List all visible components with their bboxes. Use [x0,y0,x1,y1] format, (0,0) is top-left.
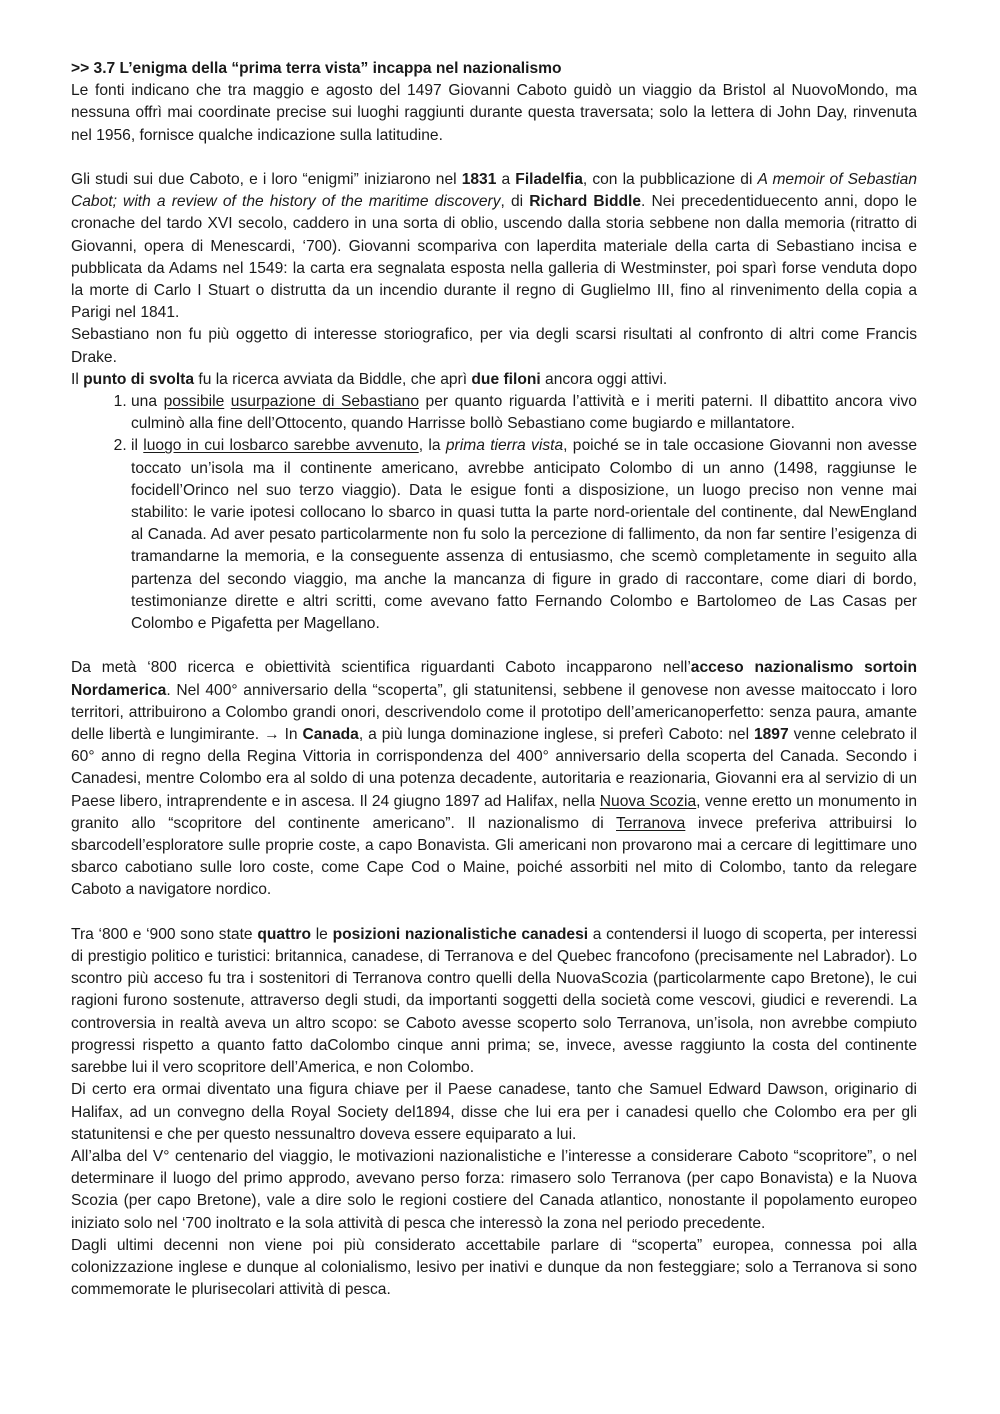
italic-text: prima tierra vista [445,437,564,455]
list-item: 2. il luogo in cui losbarco sarebbe avvenuto, la prima tierra vista, poiché se in tale occasione Giovanni non avesse toccato un’isola ma il continente americano, avrebbe anticipato Colombo di un anno (1498, raggiunse le focidell’Orinco nel suo terzo viaggio). Data le esigue fonti a disposizione, un luogo preciso non venne mai stabilito: le varie ipotesi collocano lo sbarco in quasi tutta la parte nord-orientale del continente, dal NewEngland al Canada. Ad aver pesato particolarmente non fu solo la percezione di fallimento, da non far sentire l’esigenza di tramandarne la memoria, e la conseguente assenza di entusiasmo, che scemò completamente in seguito alla partenza del secondo viaggio, ma anche la mancanza di figure in grado di raccontare, come diari di bordo, testimonianze dirette e altri scritti, come avevano fatto Fernando Colombo e Bartolomeo de Las Casas per Colombo e Pigafetta per Magellano. [131,435,917,635]
bold-year-1897: 1897 [753,726,789,744]
underlined-text: possibile [163,393,225,411]
bold-filadelfia: Filadelfia [515,171,583,188]
list-item: 1. una possibile usurpazione di Sebastiano per quanto riguarda l’attività e i meriti paterni. Il dibattito ancora vivo culminò alla fine dell’Ottocento, quando Harrisse bollò Sebastiano come bugiardo e millantatore. [131,391,917,435]
paragraph-studies: Gli studi sui due Caboto, e i loro “enigmi” iniziarono nel 1831 a Filadelfia, con la pubblicazione di A memoir of Sebastian Cabot; with a review of the history of the maritime discovery, di Richard Biddle. Nei precedentiduecento anni, dopo le cronache del tardo XVI secolo, caddero in una sorta di oblio, uscendo dalla storia sebbene non dalla memoria (ritratto di Giovanni, opera di Menescardi, ‘700). Giovanni scompariva con laperdita materiale della carta di Sebastiano incisa e pubblicata da Adams nel 1549: la carta era segnalata esposta nella galleria di Westminster, poi sparì forse venduta dopo la morte di Carlo I Stuart o distrutta da un incendio durante il regno di Guglielmo III, fino al rinvenimento della copia a Parigi nel 1841. [71,171,917,322]
bold-quattro: quattro [257,925,312,943]
paragraph-dawson: Di certo era ormai diventato una figura chiave per il Paese canadese, tanto che Samuel Edward Dawson, originario di Halifax, ad un convegno della Royal Society del1894, disse che lui era per i canadesi quello che Colombo era per gli statunitensi e che per questo nessunaltro doveva essere equiparato a lui. [71,1081,917,1143]
bold-richard-biddle: Richard Biddle [529,193,642,211]
bold-due-filoni: due filoni [471,370,541,388]
paragraph-sources: Le fonti indicano che tra maggio e agosto del 1497 Giovanni Caboto guidò un viaggio da Bristol al NuovoMondo, ma nessuna offrì mai coordinate precise sui luoghi raggiunti durante questa traversata; solo la lettera di John Day, rinvenuta nel 1956, fornisce qualche indicazione sulla latitudine. [71,82,917,144]
paragraph-nationalism: Da metà ‘800 ricerca e obiettività scientifica riguardanti Caboto incapparono nell’acceso nazionalismo sortoin Nordamerica. Nel 400° anniversario della “scoperta”, gli statunitensi, sebbene il genovese non avesse maitoccato i loro territori, attribuirono a Colombo grandi onori, descrivendolo come il prototipo dell’americanoperfetto: senza paura, amante delle libertà e lungimirante. → In Canada, a più lunga dominazione inglese, si preferì Caboto: nel 1897 venne celebrato il 60° anno di regno della Regina Vittoria in corrispondenza del 400° anniversario della scoperta del Canada. Secondo i Canadesi, mentre Colombo era al soldo di una potenza decadente, autoritaria e reazionaria, Giovanni era al servizio di un Paese libero, intraprendente e in ascesa. Il 24 giugno 1897 ad Halifax, nella Nuova Scozia, venne eretto un monumento in granito allo “scopritore del continente americano”. Il nazionalismo di Terranova invece preferiva attribuirsi lo sbarcodell’esploratore sulle proprie coste, a capo Bonavista. Gli americani non provarono mai a cercare di legittimare uno sbarco cabotiano sulle loro coste, come Cape Cod o Maine, poiché assorbiti nel mito di Colombo, tanto da relegare Caboto a navigatore nordico. [71,659,918,899]
bold-acceso-nazionalismo: acceso nazionalismo sortoin Nordamerica [71,659,917,699]
paragraph-centenary: All’alba del V° centenario del viaggio, le motivazioni nazionalistiche e l’interesse a considerare Caboto “scopritore”, o nel determinare il luogo del primo approdo, avevano perso forza: rimasero solo Terranova (per capo Bonavista) e la Nuova Scozia (per capo Bretone), vale a dire solo le regioni costiere del Canada atlantico, nonostante il popolamento europeo iniziato solo nel ‘700 inoltrato e la sola attività di pesca che interessò la zona nel periodo precedente. [71,1147,917,1232]
research-threads-list [71,391,917,635]
paragraph-gap [71,902,917,924]
underlined-nuova-scozia: Nuova Scozia [599,792,697,810]
bold-punto-di-svolta: punto di svolta [83,370,195,388]
bold-year-1831: 1831 [461,171,497,188]
underlined-text: usurpazione di Sebastiano [230,393,419,411]
underlined-terranova: Terranova [616,814,686,832]
bold-posizioni-nazionalistiche: posizioni nazionalistiche canadesi [332,925,589,943]
paragraph-gap [71,635,917,657]
paragraph-turning-point: Il punto di svolta fu la ricerca avviata da Biddle, che aprì due filoni ancora oggi attivi. [71,370,668,388]
book-title: A memoir of Sebastian Cabot; with a review of the history of the maritime discovery [71,171,917,211]
paragraph-sebastiano: Sebastiano non fu più oggetto di interesse storiografico, per via degli scarsi risultati al confronto di altri come Francis Drake. [71,326,917,366]
document-page [71,58,917,1301]
section-heading: >> 3.7 L’enigma della “prima terra vista” incappa nel nazionalismo [71,60,562,77]
bold-canada: Canada [302,726,359,744]
paragraph-canadian-positions: Tra ‘800 e ‘900 sono state quattro le posizioni nazionalistiche canadesi a contendersi il luogo di scoperta, per interessi di prestigio politico e turistici: britannica, canadese, di Terranova e del Quebec francofono (precisamente nel Labrador). Lo scontro più acceso fu tra i sostenitori di Terranova contro quelli della NuovaScozia (particolarmente capo Bretone), le cui ragioni furono sostenute, attraverso degli studi, da importanti soggetti della società come vescovi, giudici e reverendi. La controversia in realtà aveva un altro scopo: se Caboto avesse scoperto solo Terranova, un’isola, non avrebbe compiuto progressi rispetto a quanto fatto daColombo cinque anni prima; se, invece, avesse raggiunto la costa del continente sarebbe lui il vero scopritore dell’America, e non Colombo. [71,925,917,1077]
paragraph-recent-decades: Dagli ultimi decenni non viene poi più considerato accettabile parlare di “scoperta” europea, connessa poi alla colonizzazione inglese e dunque al colonialismo, lesivo per inativi e dunque da non festeggiare; solo a Terranova si sono commemorate le plurisecolari attività di pesca. [71,1236,917,1299]
paragraph-gap [71,147,917,169]
underlined-text: luogo in cui losbarco sarebbe avvenuto [143,437,419,455]
